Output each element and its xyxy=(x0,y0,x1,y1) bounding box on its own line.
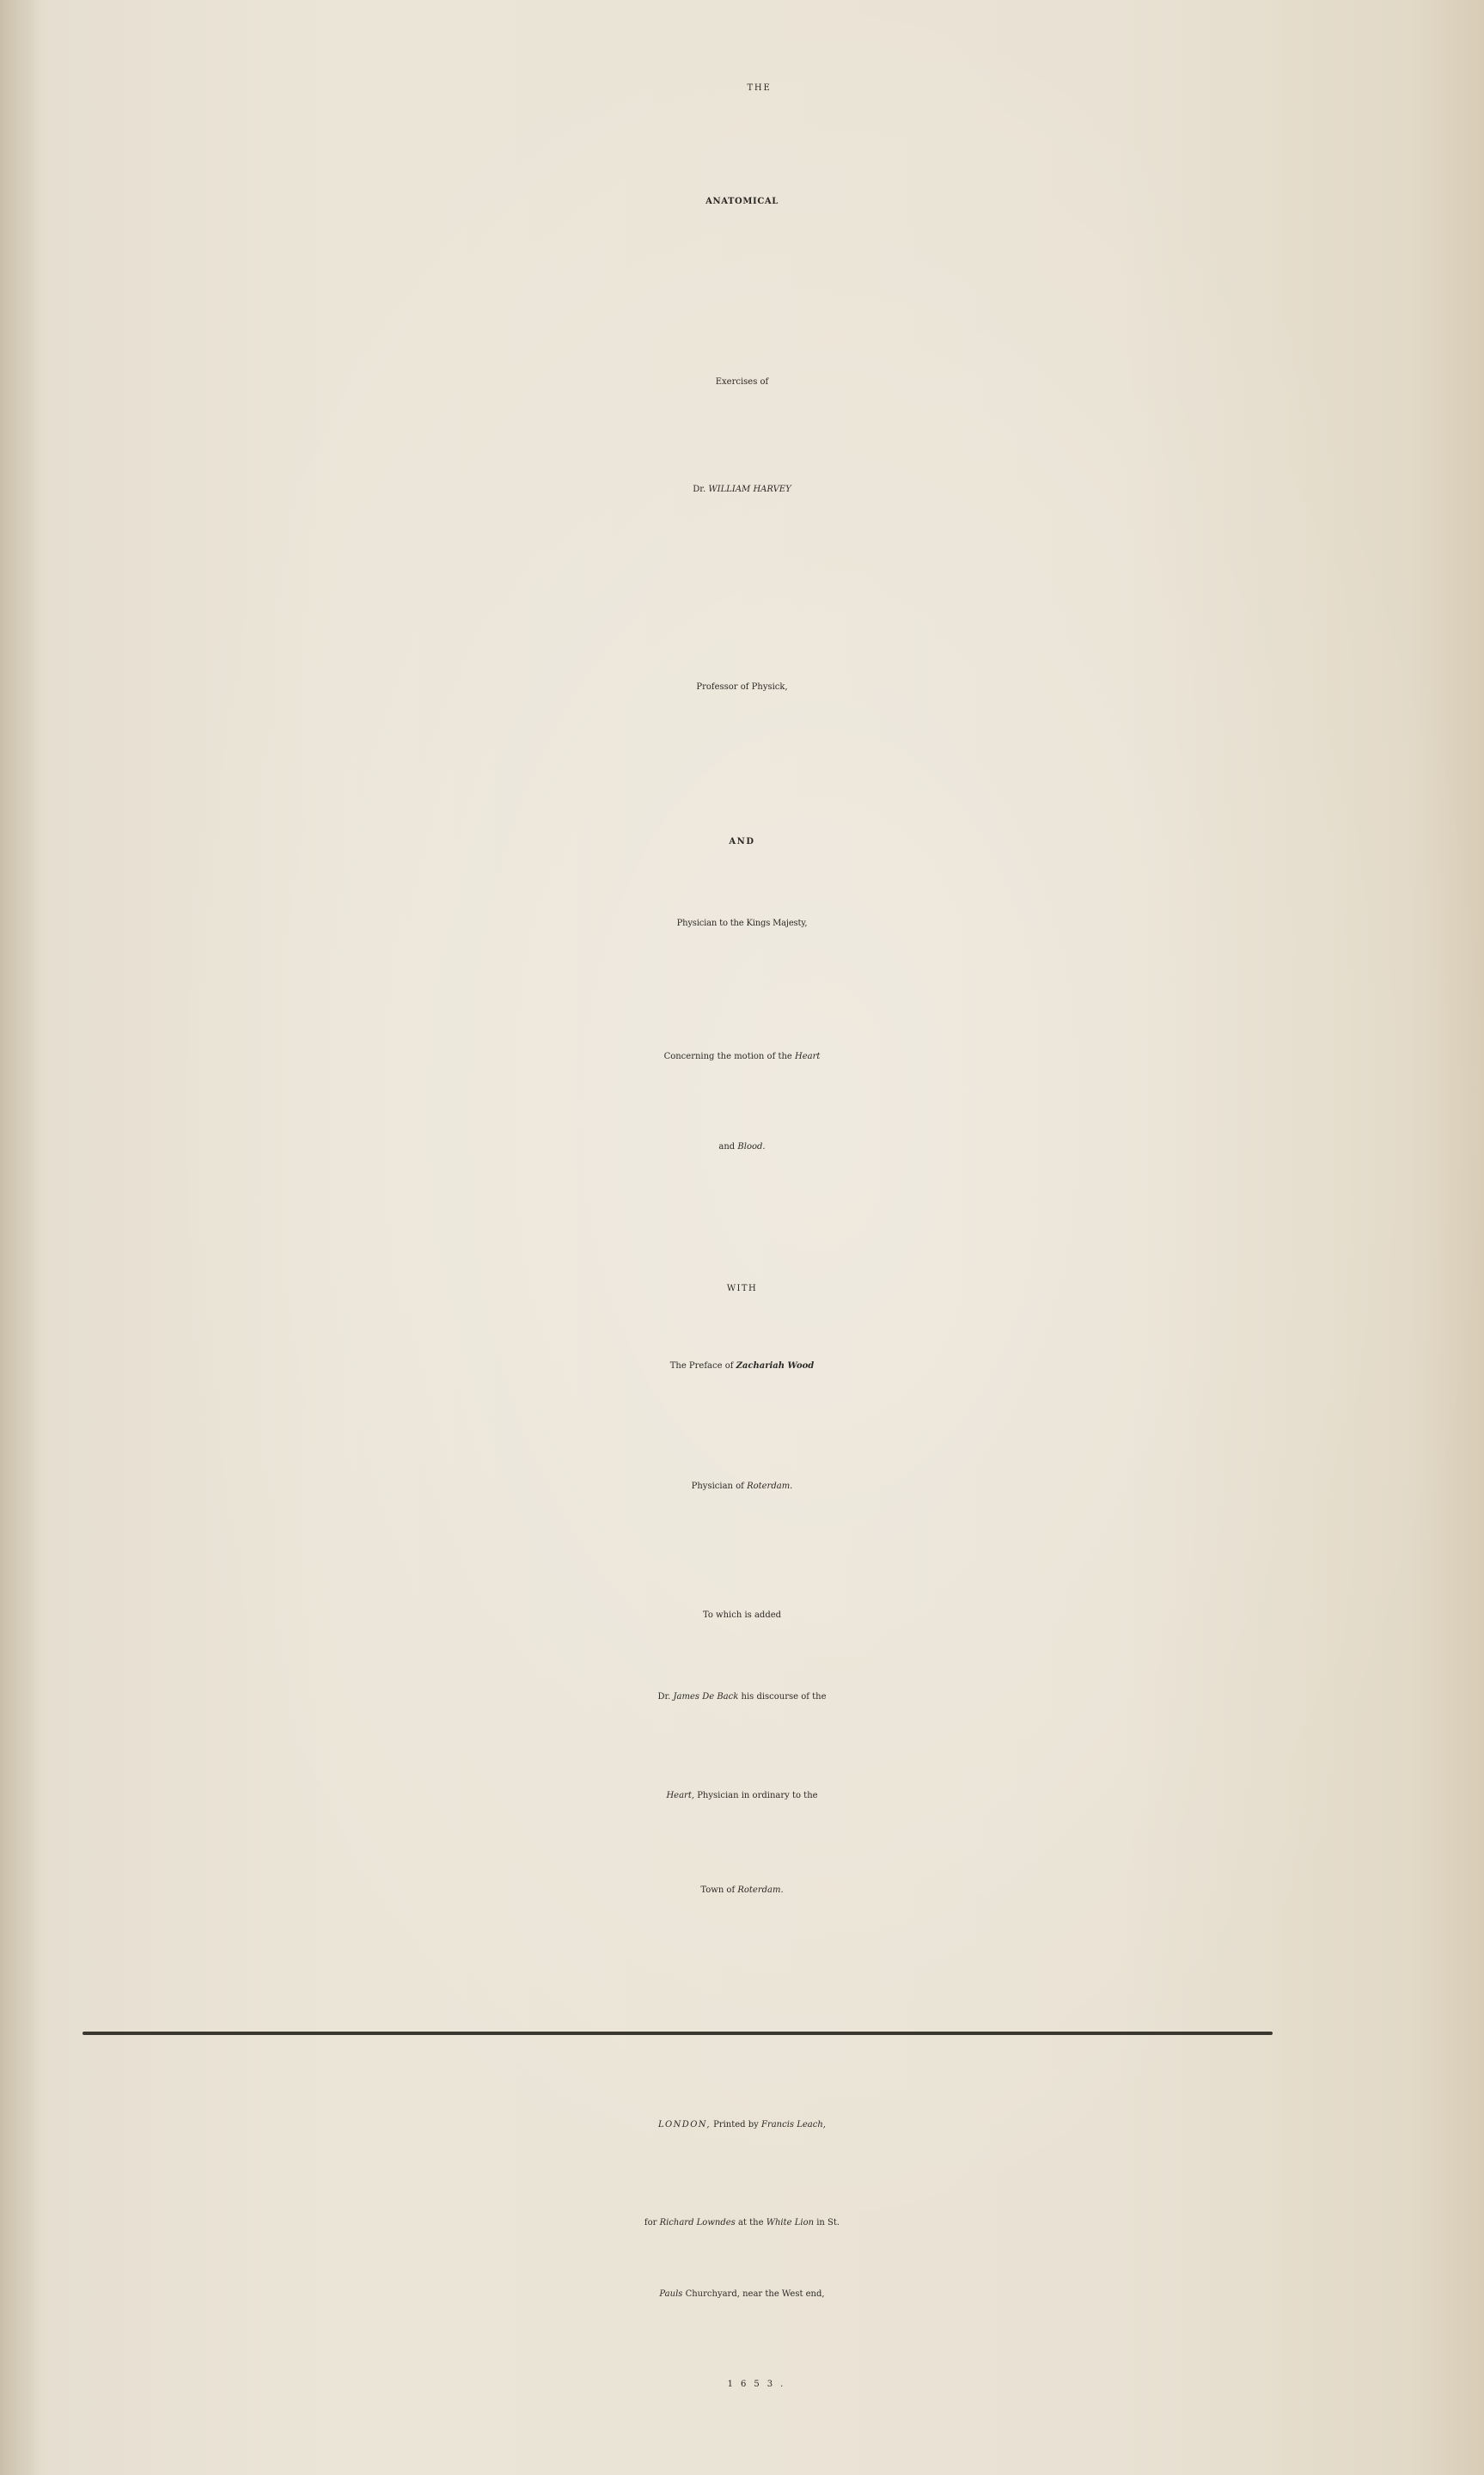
subject-heart: Heart xyxy=(795,1052,821,1061)
binding-gutter xyxy=(0,0,40,2475)
addition-author-name: James De Back xyxy=(673,1692,739,1702)
imprint-city: LONDON, xyxy=(658,2120,711,2130)
imprint-line-2 xyxy=(0,2219,1484,2228)
imprint-for: for xyxy=(644,2218,657,2228)
preface-place: Roterdam. xyxy=(747,1482,793,1491)
imprint-printed-by: Printed by xyxy=(713,2120,759,2130)
subject-blood: Blood. xyxy=(737,1142,766,1152)
addition-discourse: his discourse of the xyxy=(741,1692,827,1702)
preface-line xyxy=(0,1362,1484,1371)
title-the: THE xyxy=(747,83,772,93)
imprint-pauls: Pauls xyxy=(659,2289,683,2299)
author-line xyxy=(0,486,1484,494)
addition-author-line xyxy=(0,1693,1484,1702)
subject-line xyxy=(0,1053,1484,1061)
horizontal-rule-divider xyxy=(82,2032,1273,2035)
addition-intro: To which is added xyxy=(702,1610,782,1620)
preface-text: The Preface of xyxy=(669,1361,734,1371)
subject-line-blood xyxy=(0,1143,1484,1152)
author-title-physician: Physician to the Kings Majesty, xyxy=(676,919,808,928)
addition-heart-line xyxy=(0,1792,1484,1800)
imprint-churchyard: Churchyard, near the West end, xyxy=(685,2289,825,2299)
author-prefix: Dr. xyxy=(693,485,706,494)
preface-author-title xyxy=(0,1482,1484,1491)
imprint-sign: White Lion xyxy=(766,2218,815,2228)
addition-prefix: Dr. xyxy=(657,1692,671,1702)
imprint-line-3 xyxy=(0,2290,1484,2299)
imprint-printer: Francis Leach, xyxy=(761,2120,826,2130)
imprint-line-1 xyxy=(0,2121,1484,2130)
preface-title-text: Physician of xyxy=(691,1482,744,1491)
preface-author-name: Zachariah Wood xyxy=(736,1361,815,1371)
conjunction-with: WITH xyxy=(726,1284,758,1293)
subject-and: and xyxy=(718,1142,736,1152)
title-exercises-of: Exercises of xyxy=(715,377,769,387)
imprint-bookseller: Richard Lowndes xyxy=(659,2218,736,2228)
imprint-at-the: at the xyxy=(737,2218,764,2228)
imprint-year: 1653. xyxy=(727,2380,791,2389)
addition-town-line xyxy=(0,1886,1484,1895)
addition-town-text: Town of xyxy=(700,1885,736,1895)
title-anatomical: ANATOMICAL xyxy=(705,197,779,206)
author-name: WILLIAM HARVEY xyxy=(708,485,791,494)
imprint-in-st: in St. xyxy=(816,2218,840,2228)
subject-text: Concerning the motion of the xyxy=(663,1052,792,1061)
addition-heart: Heart, xyxy=(666,1791,695,1800)
addition-town-place: Roterdam. xyxy=(737,1885,784,1895)
author-title-professor: Professor of Physick, xyxy=(696,682,788,692)
conjunction-and: AND xyxy=(729,837,755,846)
addition-title: Physician in ordinary to the xyxy=(697,1791,818,1800)
